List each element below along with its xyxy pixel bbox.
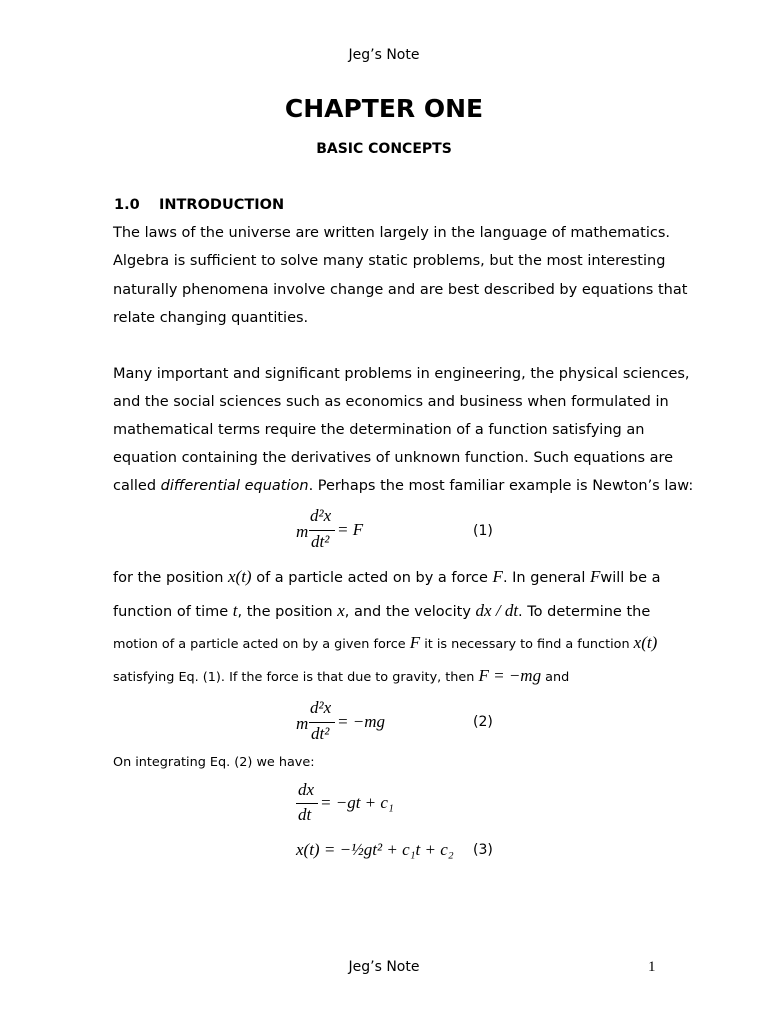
paragraph-line — [113, 567, 661, 587]
text-run: will be a — [600, 570, 661, 586]
eq-denominator: dt² — [311, 532, 330, 551]
inline-math: x — [337, 601, 345, 620]
fraction-bar — [309, 722, 335, 723]
paragraph-line: Many important and significant problems in engineering, the physical sciences, — [113, 366, 690, 382]
paragraph-line — [113, 666, 569, 686]
text-run: it is necessary to find a function — [420, 637, 634, 652]
paragraph-line — [113, 601, 650, 621]
paragraph-line: equation containing the derivatives of unknown function. Such equations are — [113, 450, 674, 466]
inline-math: dx / dt — [475, 601, 519, 620]
paragraph-line: mathematical terms require the determination of a function satisfying an — [113, 422, 645, 438]
section-title: INTRODUCTION — [159, 197, 285, 213]
inline-math: F — [409, 633, 421, 652]
text-run: . In general — [502, 570, 590, 586]
equation-label: (2) — [473, 714, 493, 730]
text-run: of a particle acted on by a force — [251, 570, 493, 586]
fraction-bar — [309, 530, 335, 531]
text-run: and — [545, 670, 570, 685]
paragraph-line — [113, 633, 657, 653]
equation-label: (3) — [473, 842, 493, 858]
equation-2 — [294, 698, 454, 748]
paragraph-line: and the social sciences such as economics and business when formulated in — [113, 394, 669, 410]
page-header: Jeg’s Note — [348, 47, 420, 63]
paragraph-line — [113, 478, 693, 494]
text-run: satisfying Eq. (1). If the force is that due to gravity, then — [113, 670, 479, 685]
equation-3a — [294, 780, 454, 830]
eq-coefficient: m — [296, 522, 309, 541]
paragraph-line: On integrating Eq. (2) we have: — [113, 755, 315, 770]
eq-rhs: = −mg — [337, 712, 385, 731]
text-run: motion of a particle acted on by a given force — [113, 637, 410, 652]
paragraph-line: relate changing quantities. — [113, 310, 309, 326]
inline-math: F = −mg — [478, 666, 542, 685]
text-run: , the position — [237, 604, 338, 620]
section-number: 1.0 — [114, 197, 140, 213]
eq-denominator: dt² — [311, 724, 330, 743]
inline-math: F — [589, 567, 601, 586]
eq-numerator: d²x — [310, 698, 332, 717]
page-footer: Jeg’s Note — [348, 959, 420, 975]
emphasis-term: differential equation — [160, 478, 309, 494]
chapter-subtitle: BASIC CONCEPTS — [316, 141, 452, 157]
page-number: 1 — [648, 959, 656, 975]
paragraph-line: The laws of the universe are written largely in the language of mathematics. — [113, 225, 671, 241]
fraction-bar — [296, 803, 318, 804]
chapter-title: CHAPTER ONE — [284, 94, 484, 123]
eq-denominator: dt — [298, 805, 312, 824]
text-run: for the position — [113, 570, 228, 586]
text-run: . Perhaps the most familiar example is Newton’s law: — [308, 478, 694, 494]
text-run: called — [113, 478, 161, 494]
equation-3b: x(t) = −½gt² + c₁t + c₂ — [296, 840, 454, 859]
text-run: , and the velocity — [344, 604, 476, 620]
inline-math: x(t) — [633, 633, 658, 652]
eq-rhs: = −gt + c₁ — [320, 793, 394, 812]
text-run: . To determine the — [518, 604, 651, 620]
paragraph-line: Algebra is sufficient to solve many static problems, but the most interesting — [113, 253, 666, 269]
inline-math: t — [232, 601, 238, 620]
equation-1 — [294, 506, 454, 556]
inline-math: F — [492, 567, 503, 586]
equation-label: (1) — [473, 523, 493, 539]
eq-rhs: = F — [337, 520, 364, 539]
paragraph-line: naturally phenomena involve change and are best described by equations that — [113, 282, 688, 298]
text-run: function of time — [113, 604, 233, 620]
inline-math: x(t) — [228, 567, 252, 586]
eq-coefficient: m — [296, 714, 309, 733]
eq-numerator: d²x — [310, 506, 332, 525]
eq-numerator: dx — [298, 780, 315, 799]
